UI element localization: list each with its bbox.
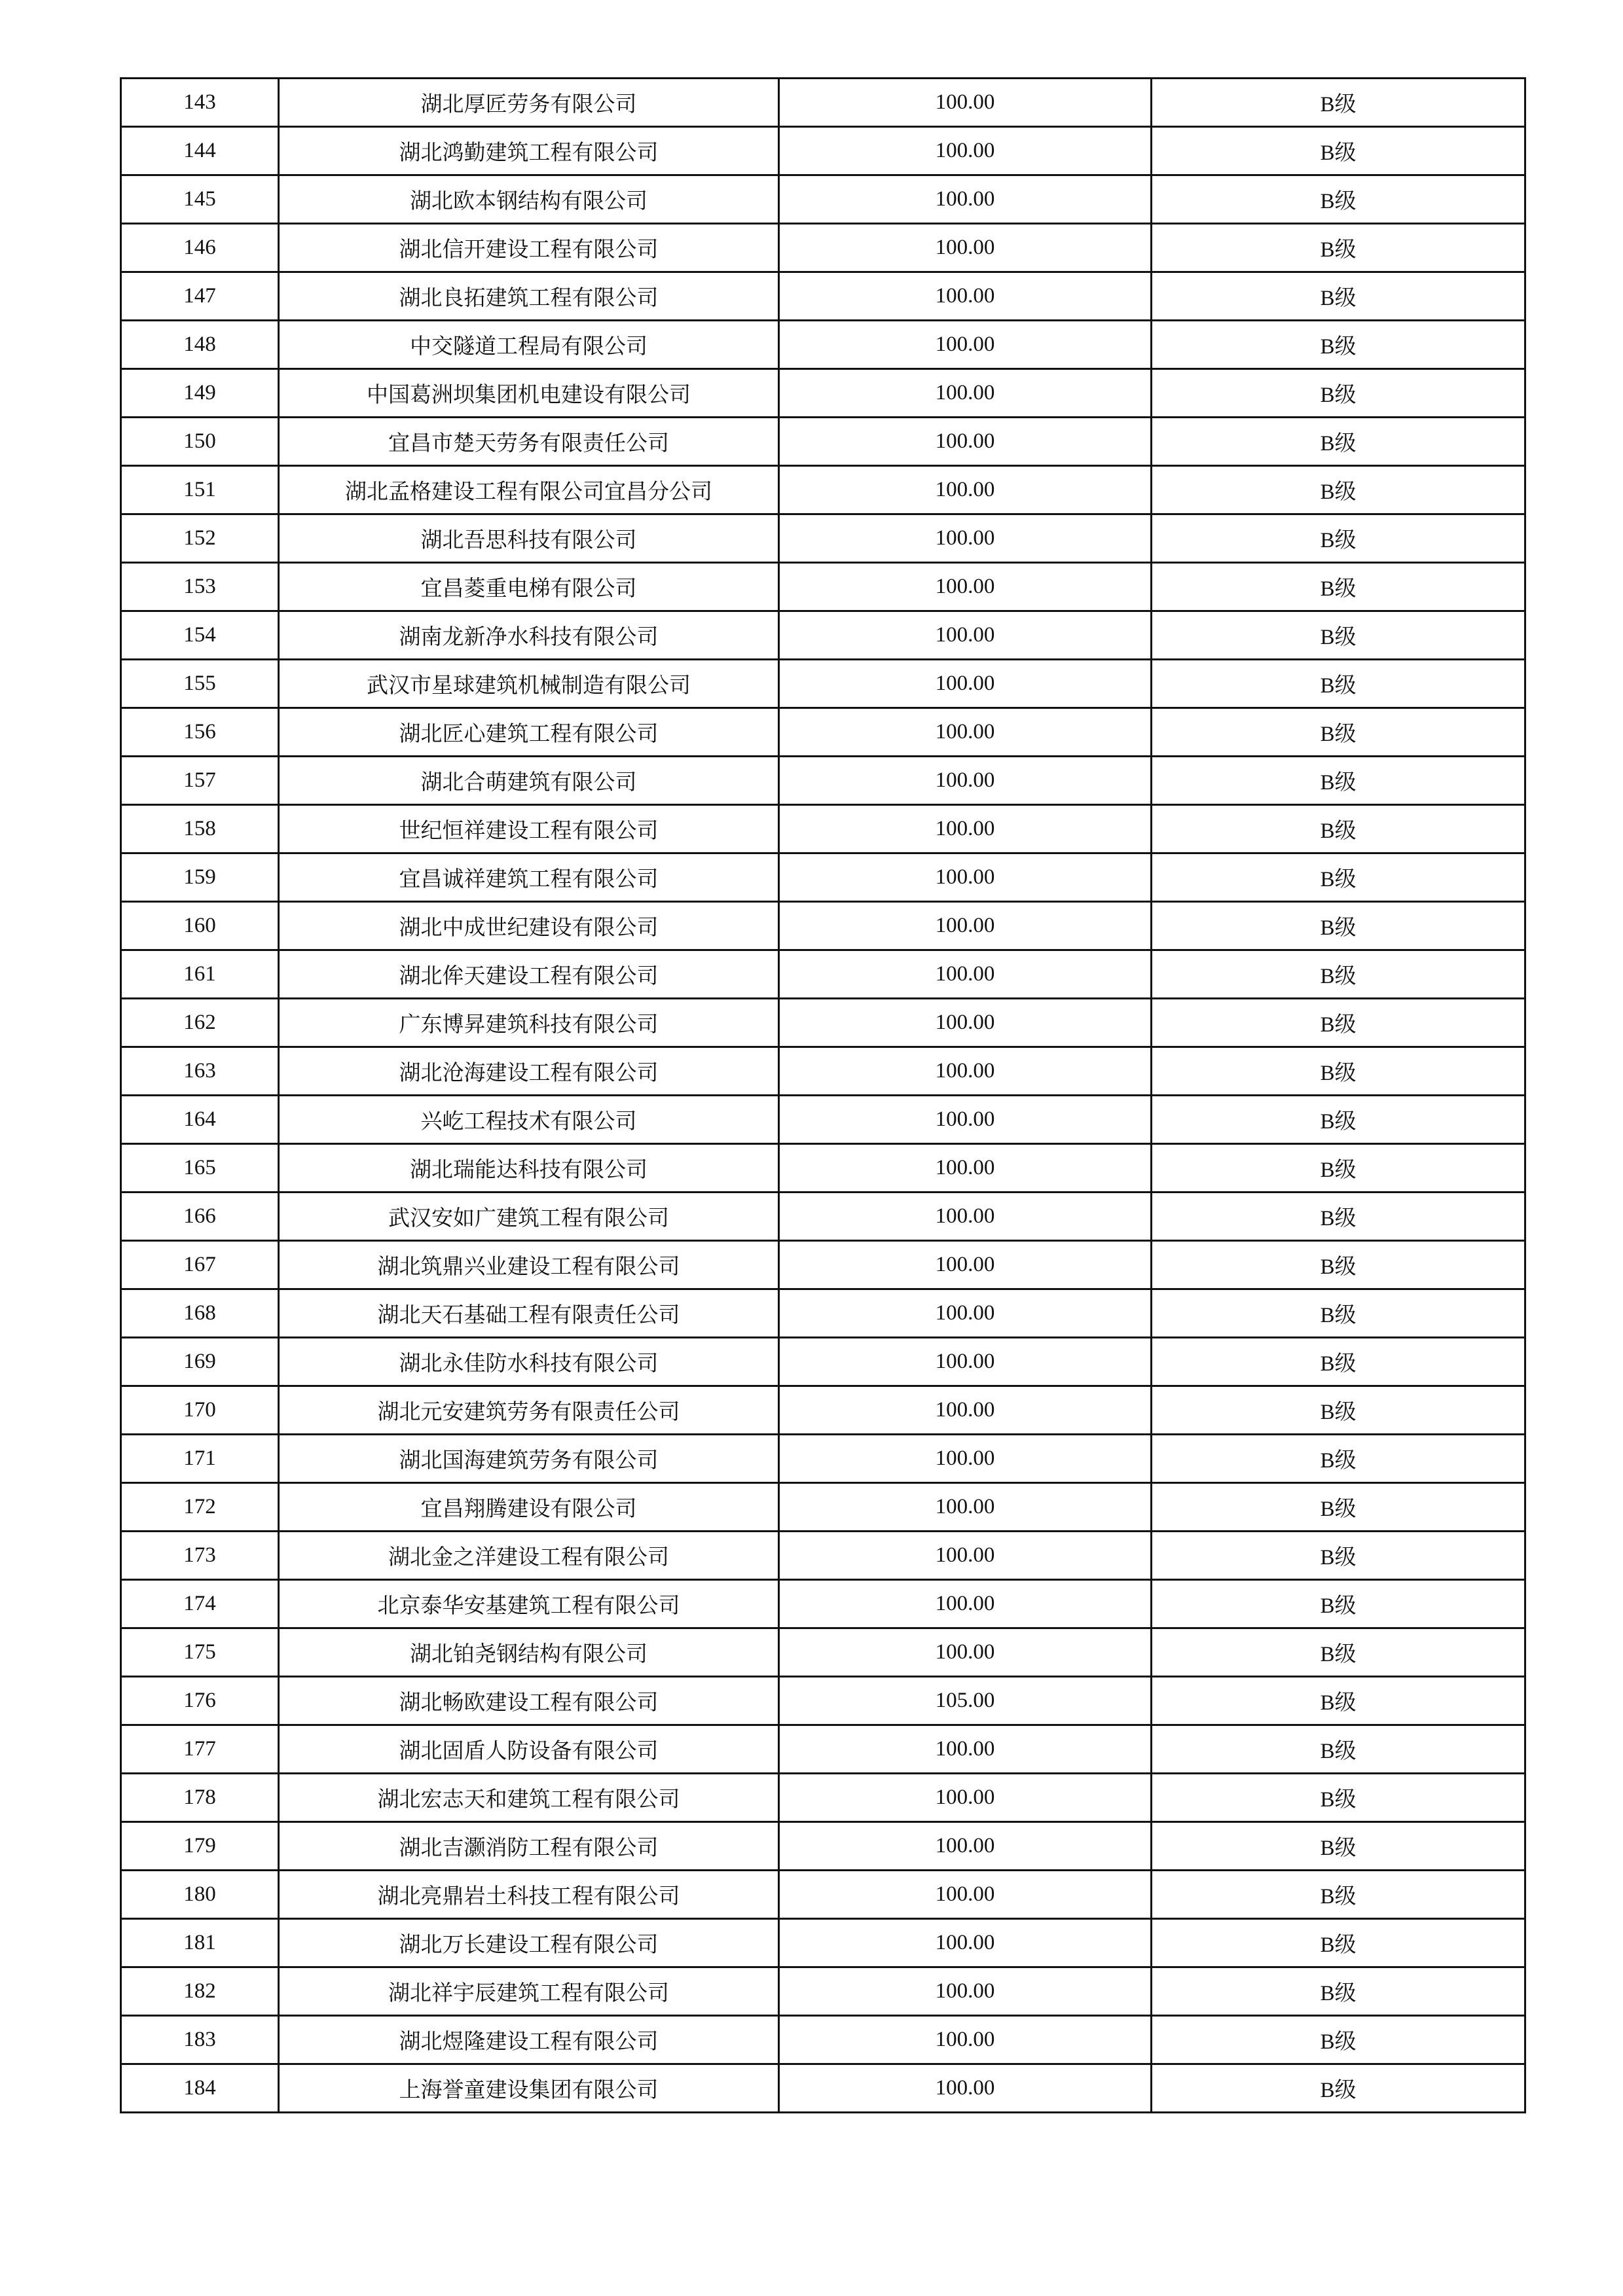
grade: B级 bbox=[1152, 1435, 1525, 1483]
company-name: 北京泰华安基建筑工程有限公司 bbox=[279, 1580, 779, 1628]
company-name: 湖北铂尧钢结构有限公司 bbox=[279, 1628, 779, 1677]
company-name: 湖北匠心建筑工程有限公司 bbox=[279, 708, 779, 757]
company-name: 中国葛洲坝集团机电建设有限公司 bbox=[279, 369, 779, 418]
company-name: 湖北沧海建设工程有限公司 bbox=[279, 1047, 779, 1096]
grade: B级 bbox=[1152, 1144, 1525, 1193]
score: 100.00 bbox=[779, 1241, 1152, 1289]
score: 100.00 bbox=[779, 708, 1152, 757]
grade: B级 bbox=[1152, 563, 1525, 611]
score: 105.00 bbox=[779, 1677, 1152, 1725]
grade: B级 bbox=[1152, 1580, 1525, 1628]
table-row bbox=[121, 1628, 1525, 1677]
table-row bbox=[121, 1967, 1525, 2016]
table-row bbox=[121, 1096, 1525, 1144]
company-name: 世纪恒祥建设工程有限公司 bbox=[279, 805, 779, 853]
row-number: 161 bbox=[121, 950, 279, 999]
score: 100.00 bbox=[779, 1580, 1152, 1628]
company-name: 湖北鸿勤建筑工程有限公司 bbox=[279, 127, 779, 175]
score: 100.00 bbox=[779, 1919, 1152, 1967]
grade: B级 bbox=[1152, 1822, 1525, 1871]
company-name: 湖北信开建设工程有限公司 bbox=[279, 224, 779, 272]
table-row bbox=[121, 1047, 1525, 1096]
grade: B级 bbox=[1152, 1193, 1525, 1241]
grade: B级 bbox=[1152, 1047, 1525, 1096]
row-number: 168 bbox=[121, 1289, 279, 1338]
row-number: 174 bbox=[121, 1580, 279, 1628]
score: 100.00 bbox=[779, 1967, 1152, 2016]
grade: B级 bbox=[1152, 175, 1525, 224]
table-row bbox=[121, 1725, 1525, 1774]
row-number: 182 bbox=[121, 1967, 279, 2016]
grade: B级 bbox=[1152, 708, 1525, 757]
score: 100.00 bbox=[779, 418, 1152, 466]
company-name: 湖北固盾人防设备有限公司 bbox=[279, 1725, 779, 1774]
row-number: 169 bbox=[121, 1338, 279, 1386]
table-row bbox=[121, 1580, 1525, 1628]
row-number: 165 bbox=[121, 1144, 279, 1193]
score: 100.00 bbox=[779, 1532, 1152, 1580]
company-name: 上海誉童建设集团有限公司 bbox=[279, 2064, 779, 2113]
table-row bbox=[121, 1919, 1525, 1967]
row-number: 177 bbox=[121, 1725, 279, 1774]
table-row bbox=[121, 127, 1525, 175]
company-name: 湖北金之洋建设工程有限公司 bbox=[279, 1532, 779, 1580]
row-number: 184 bbox=[121, 2064, 279, 2113]
table-row bbox=[121, 1483, 1525, 1532]
table-row bbox=[121, 805, 1525, 853]
grade: B级 bbox=[1152, 1532, 1525, 1580]
grade: B级 bbox=[1152, 1483, 1525, 1532]
row-number: 179 bbox=[121, 1822, 279, 1871]
grade: B级 bbox=[1152, 1241, 1525, 1289]
score: 100.00 bbox=[779, 1483, 1152, 1532]
score: 100.00 bbox=[779, 757, 1152, 805]
company-name: 湖北万长建设工程有限公司 bbox=[279, 1919, 779, 1967]
company-name: 湖北元安建筑劳务有限责任公司 bbox=[279, 1386, 779, 1435]
grade: B级 bbox=[1152, 1774, 1525, 1822]
company-name: 宜昌市楚天劳务有限责任公司 bbox=[279, 418, 779, 466]
company-name: 湖北筑鼎兴业建设工程有限公司 bbox=[279, 1241, 779, 1289]
grade: B级 bbox=[1152, 272, 1525, 321]
row-number: 146 bbox=[121, 224, 279, 272]
row-number: 155 bbox=[121, 660, 279, 708]
company-name: 中交隧道工程局有限公司 bbox=[279, 321, 779, 369]
score: 100.00 bbox=[779, 853, 1152, 902]
grade: B级 bbox=[1152, 1628, 1525, 1677]
table-row bbox=[121, 660, 1525, 708]
table-row bbox=[121, 224, 1525, 272]
table-row bbox=[121, 1532, 1525, 1580]
row-number: 170 bbox=[121, 1386, 279, 1435]
row-number: 171 bbox=[121, 1435, 279, 1483]
row-number: 181 bbox=[121, 1919, 279, 1967]
row-number: 156 bbox=[121, 708, 279, 757]
grade: B级 bbox=[1152, 999, 1525, 1047]
table-row bbox=[121, 999, 1525, 1047]
company-name: 湖南龙新净水科技有限公司 bbox=[279, 611, 779, 660]
score: 100.00 bbox=[779, 902, 1152, 950]
row-number: 180 bbox=[121, 1871, 279, 1919]
company-name: 湖北孟格建设工程有限公司宜昌分公司 bbox=[279, 466, 779, 514]
row-number: 152 bbox=[121, 514, 279, 563]
grade: B级 bbox=[1152, 611, 1525, 660]
company-name: 湖北亮鼎岩土科技工程有限公司 bbox=[279, 1871, 779, 1919]
row-number: 149 bbox=[121, 369, 279, 418]
grade: B级 bbox=[1152, 1386, 1525, 1435]
company-name: 兴屹工程技术有限公司 bbox=[279, 1096, 779, 1144]
score: 100.00 bbox=[779, 175, 1152, 224]
score: 100.00 bbox=[779, 1193, 1152, 1241]
table-row bbox=[121, 2064, 1525, 2113]
grade: B级 bbox=[1152, 1967, 1525, 2016]
row-number: 183 bbox=[121, 2016, 279, 2064]
company-name: 湖北天石基础工程有限责任公司 bbox=[279, 1289, 779, 1338]
grade: B级 bbox=[1152, 1289, 1525, 1338]
company-name: 湖北中成世纪建设有限公司 bbox=[279, 902, 779, 950]
company-name: 湖北永佳防水科技有限公司 bbox=[279, 1338, 779, 1386]
grade: B级 bbox=[1152, 514, 1525, 563]
grade: B级 bbox=[1152, 418, 1525, 466]
grade: B级 bbox=[1152, 466, 1525, 514]
company-name: 宜昌翔腾建设有限公司 bbox=[279, 1483, 779, 1532]
row-number: 145 bbox=[121, 175, 279, 224]
row-number: 172 bbox=[121, 1483, 279, 1532]
score: 100.00 bbox=[779, 1628, 1152, 1677]
score: 100.00 bbox=[779, 1725, 1152, 1774]
score: 100.00 bbox=[779, 660, 1152, 708]
table-row bbox=[121, 1338, 1525, 1386]
row-number: 150 bbox=[121, 418, 279, 466]
table-row bbox=[121, 418, 1525, 466]
table-row bbox=[121, 1241, 1525, 1289]
row-number: 143 bbox=[121, 79, 279, 127]
score: 100.00 bbox=[779, 1047, 1152, 1096]
table-row bbox=[121, 1774, 1525, 1822]
company-name: 湖北合萌建筑有限公司 bbox=[279, 757, 779, 805]
table-row bbox=[121, 950, 1525, 999]
company-name: 宜昌诚祥建筑工程有限公司 bbox=[279, 853, 779, 902]
table-row bbox=[121, 1386, 1525, 1435]
table-row bbox=[121, 1193, 1525, 1241]
company-name: 广东博昇建筑科技有限公司 bbox=[279, 999, 779, 1047]
table-row bbox=[121, 708, 1525, 757]
grade: B级 bbox=[1152, 1096, 1525, 1144]
grade: B级 bbox=[1152, 224, 1525, 272]
score: 100.00 bbox=[779, 127, 1152, 175]
row-number: 158 bbox=[121, 805, 279, 853]
company-name: 湖北欧本钢结构有限公司 bbox=[279, 175, 779, 224]
score: 100.00 bbox=[779, 224, 1152, 272]
score: 100.00 bbox=[779, 1338, 1152, 1386]
table-row bbox=[121, 1871, 1525, 1919]
company-name: 宜昌菱重电梯有限公司 bbox=[279, 563, 779, 611]
company-name: 湖北国海建筑劳务有限公司 bbox=[279, 1435, 779, 1483]
row-number: 160 bbox=[121, 902, 279, 950]
company-name: 湖北吾思科技有限公司 bbox=[279, 514, 779, 563]
grade: B级 bbox=[1152, 805, 1525, 853]
grade: B级 bbox=[1152, 660, 1525, 708]
score: 100.00 bbox=[779, 2064, 1152, 2113]
table-row bbox=[121, 1822, 1525, 1871]
score: 100.00 bbox=[779, 1289, 1152, 1338]
score: 100.00 bbox=[779, 611, 1152, 660]
table-row bbox=[121, 1677, 1525, 1725]
grade: B级 bbox=[1152, 1919, 1525, 1967]
grade: B级 bbox=[1152, 2064, 1525, 2113]
row-number: 157 bbox=[121, 757, 279, 805]
grade: B级 bbox=[1152, 1725, 1525, 1774]
table-row bbox=[121, 175, 1525, 224]
rating-table bbox=[120, 77, 1526, 2113]
score: 100.00 bbox=[779, 999, 1152, 1047]
table-row bbox=[121, 272, 1525, 321]
score: 100.00 bbox=[779, 321, 1152, 369]
company-name: 武汉市星球建筑机械制造有限公司 bbox=[279, 660, 779, 708]
row-number: 148 bbox=[121, 321, 279, 369]
table-row bbox=[121, 1435, 1525, 1483]
grade: B级 bbox=[1152, 2016, 1525, 2064]
company-name: 湖北祥宇辰建筑工程有限公司 bbox=[279, 1967, 779, 2016]
grade: B级 bbox=[1152, 79, 1525, 127]
score: 100.00 bbox=[779, 1774, 1152, 1822]
table-row bbox=[121, 79, 1525, 127]
table-row bbox=[121, 369, 1525, 418]
row-number: 147 bbox=[121, 272, 279, 321]
grade: B级 bbox=[1152, 1871, 1525, 1919]
table-row bbox=[121, 321, 1525, 369]
grade: B级 bbox=[1152, 127, 1525, 175]
table-row bbox=[121, 1144, 1525, 1193]
row-number: 167 bbox=[121, 1241, 279, 1289]
company-name: 武汉安如广建筑工程有限公司 bbox=[279, 1193, 779, 1241]
grade: B级 bbox=[1152, 369, 1525, 418]
table-row bbox=[121, 2016, 1525, 2064]
score: 100.00 bbox=[779, 1435, 1152, 1483]
table-row bbox=[121, 466, 1525, 514]
table-row bbox=[121, 757, 1525, 805]
row-number: 175 bbox=[121, 1628, 279, 1677]
table-row bbox=[121, 514, 1525, 563]
score: 100.00 bbox=[779, 79, 1152, 127]
score: 100.00 bbox=[779, 272, 1152, 321]
score: 100.00 bbox=[779, 1144, 1152, 1193]
company-name: 湖北厚匠劳务有限公司 bbox=[279, 79, 779, 127]
row-number: 178 bbox=[121, 1774, 279, 1822]
score: 100.00 bbox=[779, 1871, 1152, 1919]
company-name: 湖北良拓建筑工程有限公司 bbox=[279, 272, 779, 321]
score: 100.00 bbox=[779, 1822, 1152, 1871]
score: 100.00 bbox=[779, 563, 1152, 611]
company-name: 湖北畅欧建设工程有限公司 bbox=[279, 1677, 779, 1725]
table-row bbox=[121, 853, 1525, 902]
row-number: 151 bbox=[121, 466, 279, 514]
row-number: 144 bbox=[121, 127, 279, 175]
score: 100.00 bbox=[779, 805, 1152, 853]
row-number: 173 bbox=[121, 1532, 279, 1580]
company-name: 湖北瑞能达科技有限公司 bbox=[279, 1144, 779, 1193]
score: 100.00 bbox=[779, 466, 1152, 514]
row-number: 163 bbox=[121, 1047, 279, 1096]
row-number: 154 bbox=[121, 611, 279, 660]
score: 100.00 bbox=[779, 2016, 1152, 2064]
table-row bbox=[121, 611, 1525, 660]
row-number: 162 bbox=[121, 999, 279, 1047]
grade: B级 bbox=[1152, 853, 1525, 902]
score: 100.00 bbox=[779, 514, 1152, 563]
table-row bbox=[121, 902, 1525, 950]
score: 100.00 bbox=[779, 950, 1152, 999]
grade: B级 bbox=[1152, 902, 1525, 950]
grade: B级 bbox=[1152, 950, 1525, 999]
grade: B级 bbox=[1152, 1677, 1525, 1725]
company-name: 湖北宏志天和建筑工程有限公司 bbox=[279, 1774, 779, 1822]
table-row bbox=[121, 1289, 1525, 1338]
row-number: 176 bbox=[121, 1677, 279, 1725]
row-number: 153 bbox=[121, 563, 279, 611]
row-number: 166 bbox=[121, 1193, 279, 1241]
grade: B级 bbox=[1152, 757, 1525, 805]
company-name: 湖北侔天建设工程有限公司 bbox=[279, 950, 779, 999]
score: 100.00 bbox=[779, 369, 1152, 418]
table-row bbox=[121, 563, 1525, 611]
company-name: 湖北煜隆建设工程有限公司 bbox=[279, 2016, 779, 2064]
score: 100.00 bbox=[779, 1096, 1152, 1144]
company-name: 湖北吉灏消防工程有限公司 bbox=[279, 1822, 779, 1871]
grade: B级 bbox=[1152, 1338, 1525, 1386]
row-number: 159 bbox=[121, 853, 279, 902]
rating-table-body bbox=[121, 79, 1525, 2113]
grade: B级 bbox=[1152, 321, 1525, 369]
score: 100.00 bbox=[779, 1386, 1152, 1435]
row-number: 164 bbox=[121, 1096, 279, 1144]
